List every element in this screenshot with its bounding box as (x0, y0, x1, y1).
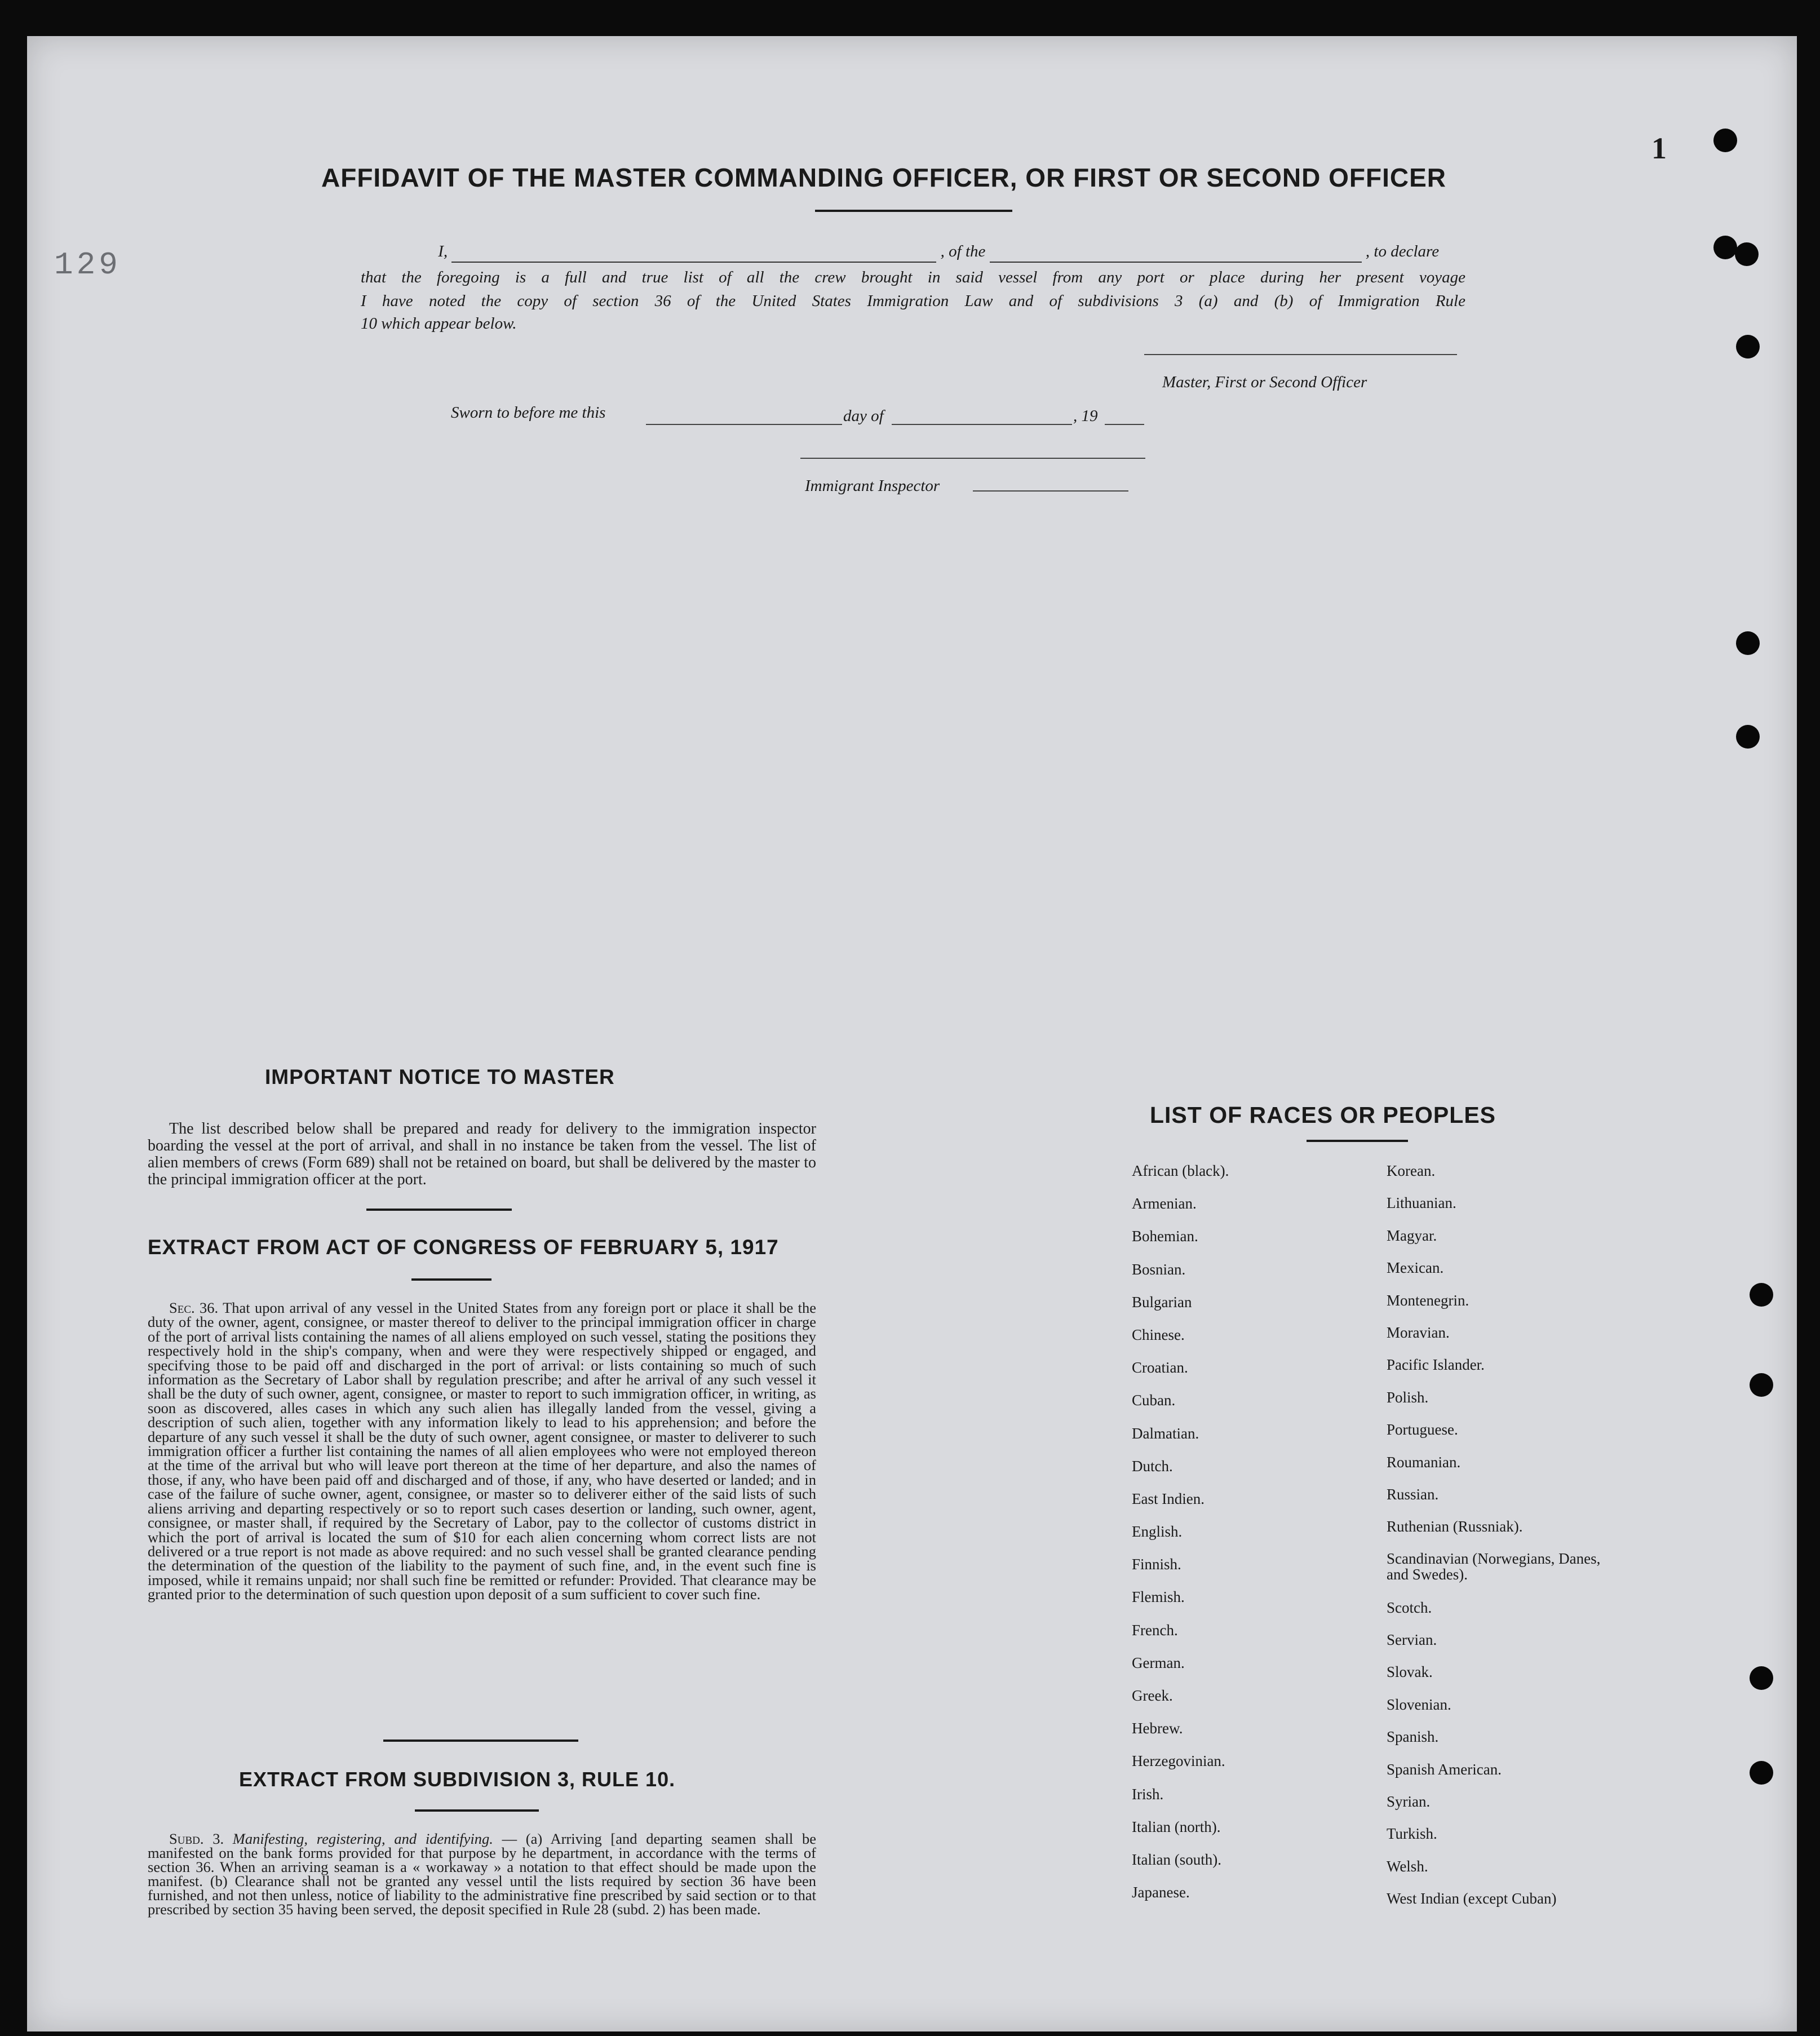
race-item: Flemish. (1132, 1588, 1185, 1606)
race-item: Syrian. (1387, 1793, 1431, 1811)
race-item: Magyar. (1387, 1227, 1437, 1244)
act-heading: EXTRACT FROM ACT OF CONGRESS OF FEBRUARY 5, 1917 (148, 1236, 779, 1259)
race-item: Moravian. (1387, 1324, 1450, 1341)
race-item: Croatian. (1132, 1359, 1188, 1376)
rule-heading: EXTRACT FROM SUBDIVISION 3, RULE 10. (239, 1768, 676, 1791)
stamp-number: 129 (54, 247, 121, 283)
binder-hole (1713, 129, 1737, 152)
race-item: Portuguese. (1387, 1421, 1458, 1439)
race-item: Italian (south). (1132, 1851, 1221, 1868)
divider (1307, 1140, 1408, 1142)
subd-label: Subd. 3. (169, 1830, 224, 1847)
race-item: Cuban. (1132, 1392, 1176, 1409)
race-item: Russian. (1387, 1485, 1439, 1503)
race-item: French. (1132, 1621, 1178, 1639)
race-item: Polish. (1387, 1388, 1429, 1406)
sworn-year-blank[interactable] (1105, 424, 1144, 425)
of-the-label: , of the (940, 242, 986, 260)
race-item: Korean. (1387, 1162, 1436, 1179)
race-item: Slovak. (1387, 1663, 1433, 1681)
race-item: Armenian. (1132, 1195, 1197, 1212)
subd-text-b: (b) Clearance shall not be granted any vessel until the lists required by section 36 have been furnished, and not then unless, notice of liability to the administrative fine prescribed by said section or to that prescribed by section 35 having been served, the deposit specified in Rule 28 (subd. 2) has been made. (148, 1873, 816, 1918)
inspector-blank[interactable] (973, 490, 1128, 492)
day-of-label: day of (843, 407, 884, 425)
race-item: Finnish. (1132, 1556, 1181, 1573)
race-item: Dutch. (1132, 1457, 1173, 1475)
subd-title: Manifesting, registering, and identifying. (232, 1830, 493, 1847)
master-label: Master, First or Second Officer (1162, 373, 1367, 391)
binder-hole (1713, 236, 1737, 259)
divider (815, 210, 1012, 212)
binder-hole (1750, 1761, 1773, 1785)
affidavit-line-2: that the foregoing is a full and true list of all the crew brought in said vessel from any port or place during her present voyage (361, 268, 1465, 286)
binder-hole (1736, 631, 1760, 655)
race-item: Irish. (1132, 1785, 1164, 1803)
sworn-day-blank[interactable] (646, 424, 842, 425)
inspector-signature-line[interactable] (800, 458, 1145, 459)
page-number: 1 (1651, 131, 1667, 165)
year-label: , 19 (1073, 407, 1098, 425)
sworn-month-blank[interactable] (892, 424, 1072, 425)
rule-text (148, 1832, 816, 1917)
name-blank[interactable] (451, 262, 936, 263)
race-item: Dalmatian. (1132, 1424, 1199, 1442)
race-item: West Indian (except Cuban) (1387, 1890, 1557, 1907)
race-item: Pacific Islander. (1387, 1356, 1485, 1374)
race-item: Spanish. (1387, 1728, 1439, 1746)
affidavit-title: AFFIDAVIT OF THE MASTER COMMANDING OFFICER, OR FIRST OR SECOND OFFICER (321, 163, 1446, 192)
races-left-column (1132, 1162, 1229, 1917)
race-item: Slovenian. (1387, 1696, 1451, 1713)
binder-hole (1750, 1373, 1773, 1397)
divider (415, 1809, 539, 1812)
i-label: I, (438, 242, 448, 260)
notice-heading: IMPORTANT NOTICE TO MASTER (265, 1065, 615, 1088)
race-item: Greek. (1132, 1687, 1173, 1704)
race-item: Bohemian. (1132, 1228, 1198, 1245)
race-item: Roumanian. (1387, 1453, 1461, 1471)
sec-label: Sec. 36. (169, 1299, 219, 1316)
race-item: Japanese. (1132, 1884, 1190, 1901)
to-declare-label: , to declare (1365, 242, 1440, 260)
race-item: Scandinavian (Norwegians, Danes, and Swedes). (1387, 1550, 1601, 1583)
divider (366, 1209, 512, 1211)
race-item: Lithuanian. (1387, 1194, 1456, 1212)
races-right-column (1387, 1162, 1601, 1923)
race-item: Mexican. (1387, 1259, 1444, 1277)
race-item: Servian. (1387, 1631, 1437, 1649)
race-item: Chinese. (1132, 1326, 1185, 1343)
race-item: Hebrew. (1132, 1720, 1183, 1737)
binder-hole (1735, 242, 1759, 266)
inspector-label: Immigrant Inspector (805, 477, 940, 495)
race-item: English. (1132, 1523, 1183, 1541)
race-item: Bosnian. (1132, 1260, 1186, 1278)
race-item: African (black). (1132, 1162, 1229, 1179)
binder-hole (1736, 725, 1760, 749)
binder-hole (1750, 1666, 1773, 1690)
act-body: That upon arrival of any vessel in the United States from any foreign port or place it shall be the duty of the owner, agent, consignee, or master thereof to deliver to the principal immigration officer in charge of the port of arrival lists containing the names of all aliens employed on such vessel, stating the positions they respectively hold in the ship's company, when and were they were respectively shipped or engaged, and specifving those to be paid off and discharged in the port of arrival: or lists containing so much of such information as the Secretary of Labor shall by regulation prescribe; and after he arrival of any such vessel it shall be the duty of such owner, agent, consignee, or master to report to such immigration officer, in writing, as soon as discovered, alles cases in which any such alien has illegally landed from the vessel, giving a description of such alien, together with any information likely to lead to his apprehension; and before the departure of any such vessel it shall be the duty of such owner, agent consignee, or master to deliverer to such immigration officer a further list containing the names of all alien employees who were not employed thereon at the time of the arrival but who will leave port thereon at the time of her departure, and also the names of those, if any, who have been paid off and discharged and of those, if any, who have deserted or landed; and in case of the failure of suche owner, agent, consignee, or master so to deliverer either of the said lists of such aliens arriving and departing respectively or so to report such cases desertion or landing, such owner, agent, consignee, or master shall, if required by the Secretary of Labor, pay to the collector of customs district in which the port of arrival is located the sum of $10 for each alien concerning whom correct lists are not delivered or a true report is not made as above required: and no such vessel shall be granted clearance pending the determination of the question of the liability to the payment of such fine, and, in the event such fine is imposed, while it remains unpaid; nor shall such fine be remitted or refunder: Provided. That clearance may be granted prior to the determination of such question upon deposit of a sum sufficient to cover such fine. (148, 1299, 816, 1603)
affidavit-line-3: I have noted the copy of section 36 of the United States Immigration Law and of subdivisions 3 (a) and (b) of Immigration Rule (361, 292, 1465, 310)
divider (383, 1740, 578, 1742)
race-item: Ruthenian (Russniak). (1387, 1518, 1523, 1535)
race-item: Welsh. (1387, 1857, 1428, 1875)
race-item: Scotch. (1387, 1599, 1432, 1616)
race-item: Turkish. (1387, 1825, 1437, 1843)
master-signature-line[interactable] (1144, 354, 1457, 355)
affidavit-line-1 (361, 240, 1465, 263)
subd-text-a: — (a) Arriving [and departing seamen shall be manifested on the bank forms provided for that purpose by he department, in accordance with the terms of section 36. When an arriving seaman is a « workaway » a notation to that effect should be made upon the manifest. (148, 1830, 816, 1889)
vessel-blank[interactable] (990, 262, 1362, 263)
binder-hole (1736, 335, 1760, 358)
race-item: Italian (north). (1132, 1818, 1221, 1835)
sworn-label: Sworn to before me this (451, 404, 606, 422)
race-item: East Indien. (1132, 1490, 1205, 1507)
divider (411, 1278, 491, 1281)
races-heading: LIST OF RACES OR PEOPLES (1150, 1102, 1496, 1128)
race-item: Bulgarian (1132, 1293, 1192, 1311)
notice-text: The list described below shall be prepared and ready for delivery to the immigration inspector boarding the vessel at the port of arrival, and shall in no instance be taken from the vessel. The list of alien members of crews (Form 689) shall not be retained on board, but shall be delivered by the master to the principal immigration officer at the port. (148, 1120, 816, 1188)
race-item: German. (1132, 1654, 1185, 1671)
race-item: Spanish American. (1387, 1760, 1502, 1778)
race-item: Herzegovinian. (1132, 1752, 1225, 1770)
affidavit-line-4: 10 which appear below. (361, 315, 517, 333)
act-text (148, 1301, 816, 1602)
race-item: Montenegrin. (1387, 1291, 1469, 1309)
binder-hole (1750, 1283, 1773, 1307)
